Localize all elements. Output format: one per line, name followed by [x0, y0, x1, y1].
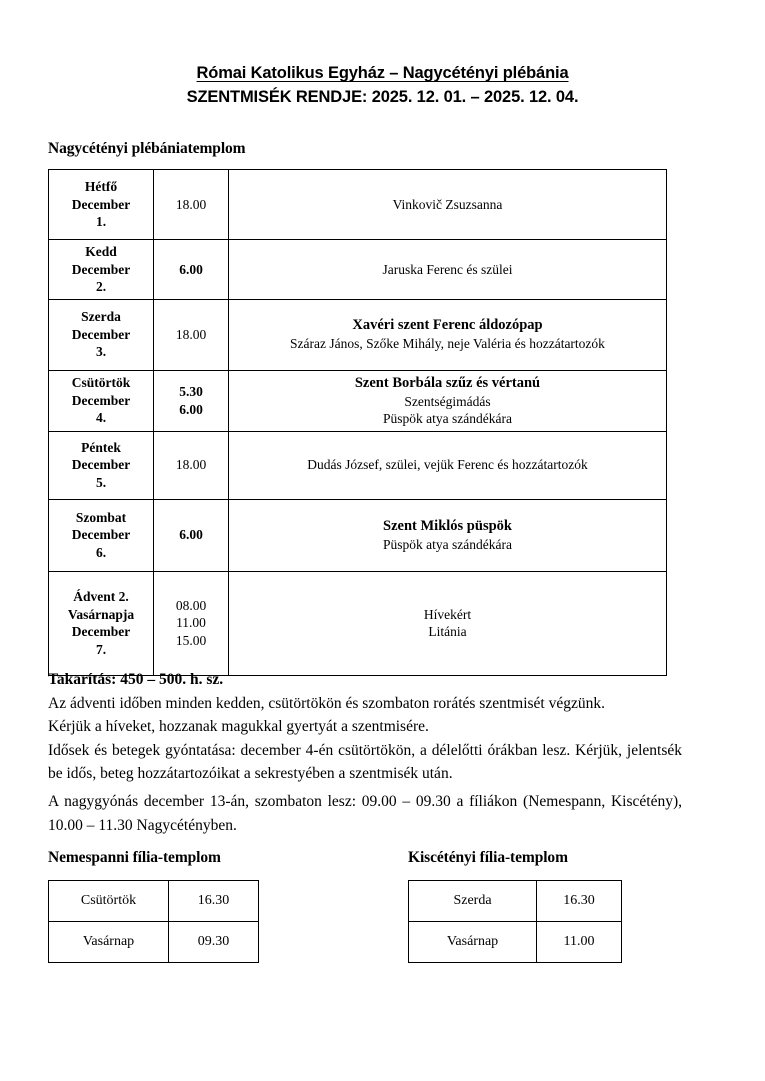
nemespann-schedule-table: [48, 880, 259, 963]
feast-name: Szent Borbála szűz és vértanú: [354, 374, 541, 391]
advent-note: Az ádventi időben minden kedden, csütörtökön és szombaton rorátés szentmisét végzünk.: [48, 694, 605, 712]
intention-line: Dudás József, szülei, vejük Ferenc és hozzátartozók: [307, 457, 588, 473]
day-month: December: [71, 326, 131, 342]
intention-cell: [229, 499, 667, 571]
intention-cell: [229, 431, 667, 499]
confession-note: Idősek és betegek gyóntatása: december 4-én csütörtökön, a délelőtti órákban lesz. Kérjük, jelentsék be idős, beteg hozzátartozóikat a sekrestyében a szentmisék után.: [48, 741, 682, 782]
mass-time: 18.00: [175, 326, 207, 342]
day-cell: [49, 571, 154, 675]
day-date: 1.: [95, 214, 107, 230]
mass-time: 5.30: [179, 384, 203, 399]
day-month: December: [71, 527, 131, 543]
intention-line: Jaruska Ferenc és szülei: [382, 261, 513, 277]
intention-line: Litánia: [428, 624, 467, 639]
day-name: Csütörtök: [71, 375, 131, 391]
day-name: Ádvent 2.: [73, 589, 129, 604]
time-cell: [154, 370, 229, 431]
day-cell: Vasárnap: [409, 922, 537, 963]
notes-block-primary: [48, 668, 682, 786]
day-cell: [49, 299, 154, 370]
intention-cell: [229, 370, 667, 431]
day-date: 5.: [95, 474, 107, 490]
candle-note: Kérjük a híveket, hozzanak magukkal gyertyát a szentmisére.: [48, 718, 429, 735]
mass-time: 15.00: [175, 632, 207, 648]
mass-time: 6.00: [179, 527, 203, 543]
day-cell: [49, 370, 154, 431]
intention-line: Száraz János, Szőke Mihály, neje Valéria és hozzátartozók: [290, 336, 605, 352]
feast-name: Xavéri szent Ferenc áldozópap: [352, 317, 543, 334]
header-title-line2: SZENTMISÉK RENDJE: 2025. 12. 01. – 2025. 12. 04.: [186, 88, 579, 106]
day-name: Hétfő: [84, 179, 118, 195]
time-cell: 16.30: [169, 881, 259, 922]
time-cell: [154, 240, 229, 300]
time-cell: 09.30: [169, 922, 259, 963]
mass-time: 11.00: [176, 615, 206, 631]
time-cell: [154, 499, 229, 571]
intention-cell: [229, 240, 667, 300]
nemespann-filia-heading: Nemespanni fília-templom: [48, 849, 221, 866]
intention-line: Hívekért: [423, 606, 472, 622]
time-cell: [154, 571, 229, 675]
table-row: [49, 170, 667, 240]
day-date: 7.: [95, 641, 107, 657]
day-cell: Csütörtök: [49, 881, 169, 922]
time-cell: 11.00: [537, 922, 622, 963]
kisceteny-filia-heading: Kiscétényi fília-templom: [408, 849, 568, 866]
day-month: December: [71, 196, 131, 212]
intention-line: Szentségimádás: [404, 393, 491, 409]
table-row: [409, 922, 622, 963]
day-cell: Szerda: [409, 881, 537, 922]
main-church-heading: Nagycétényi plébániatemplom: [48, 140, 246, 157]
day-name: Szombat: [75, 509, 127, 525]
table-row: [49, 499, 667, 571]
day-date: 6.: [95, 544, 107, 560]
day-cell: [49, 170, 154, 240]
mass-time: 18.00: [175, 457, 207, 473]
day-month: December: [71, 457, 131, 473]
time-cell: [154, 299, 229, 370]
day-name: Szerda: [81, 309, 121, 325]
day-cell: [49, 240, 154, 300]
day-cell: Vasárnap: [49, 922, 169, 963]
day-name: Kedd: [85, 244, 117, 259]
cleaning-note: Takarítás: 450 – 500. h. sz.: [48, 671, 224, 688]
day-cell: [49, 499, 154, 571]
day-date: 4.: [95, 410, 107, 426]
day-cell: [49, 431, 154, 499]
intention-line: Püspök atya szándékára: [383, 411, 512, 426]
header-title-line1: Római Katolikus Egyház – Nagycétényi plébánia: [196, 64, 569, 82]
intention-cell: [229, 299, 667, 370]
time-cell: [154, 170, 229, 240]
day-month: December: [71, 392, 131, 408]
table-row: [49, 881, 259, 922]
table-row: [49, 571, 667, 675]
day-month-secondary: December: [71, 624, 131, 639]
document-header: [48, 62, 717, 109]
mass-time: 08.00: [175, 597, 207, 613]
table-row: [409, 881, 622, 922]
day-name: Péntek: [81, 439, 121, 455]
day-month: December: [71, 261, 131, 277]
table-row: [49, 922, 259, 963]
intention-cell: [229, 571, 667, 675]
kisceteny-schedule-table: [408, 880, 622, 963]
time-cell: 16.30: [537, 881, 622, 922]
mass-time: 6.00: [179, 401, 203, 417]
table-row: [49, 370, 667, 431]
intention-cell: [229, 170, 667, 240]
day-date: 2.: [95, 279, 107, 294]
time-cell: [154, 431, 229, 499]
day-month: Vasárnapja: [67, 606, 135, 622]
feast-name: Szent Miklós püspök: [383, 517, 512, 534]
mass-time: 18.00: [175, 196, 207, 212]
mass-schedule-table: [48, 169, 667, 676]
table-row: [49, 240, 667, 300]
intention-line: Püspök atya szándékára: [383, 536, 512, 552]
mass-time: 6.00: [179, 261, 203, 277]
table-row: [49, 431, 667, 499]
intention-line: Vinkovič Zsuzsanna: [392, 196, 503, 212]
general-confession-note: A nagygyónás december 13-án, szombaton lesz: 09.00 – 09.30 a fíliákon (Nemespann, Kiscétény), 10.00 – 11.30 Nagycétényben.: [48, 793, 682, 834]
day-date: 3.: [95, 344, 107, 360]
table-row: [49, 299, 667, 370]
